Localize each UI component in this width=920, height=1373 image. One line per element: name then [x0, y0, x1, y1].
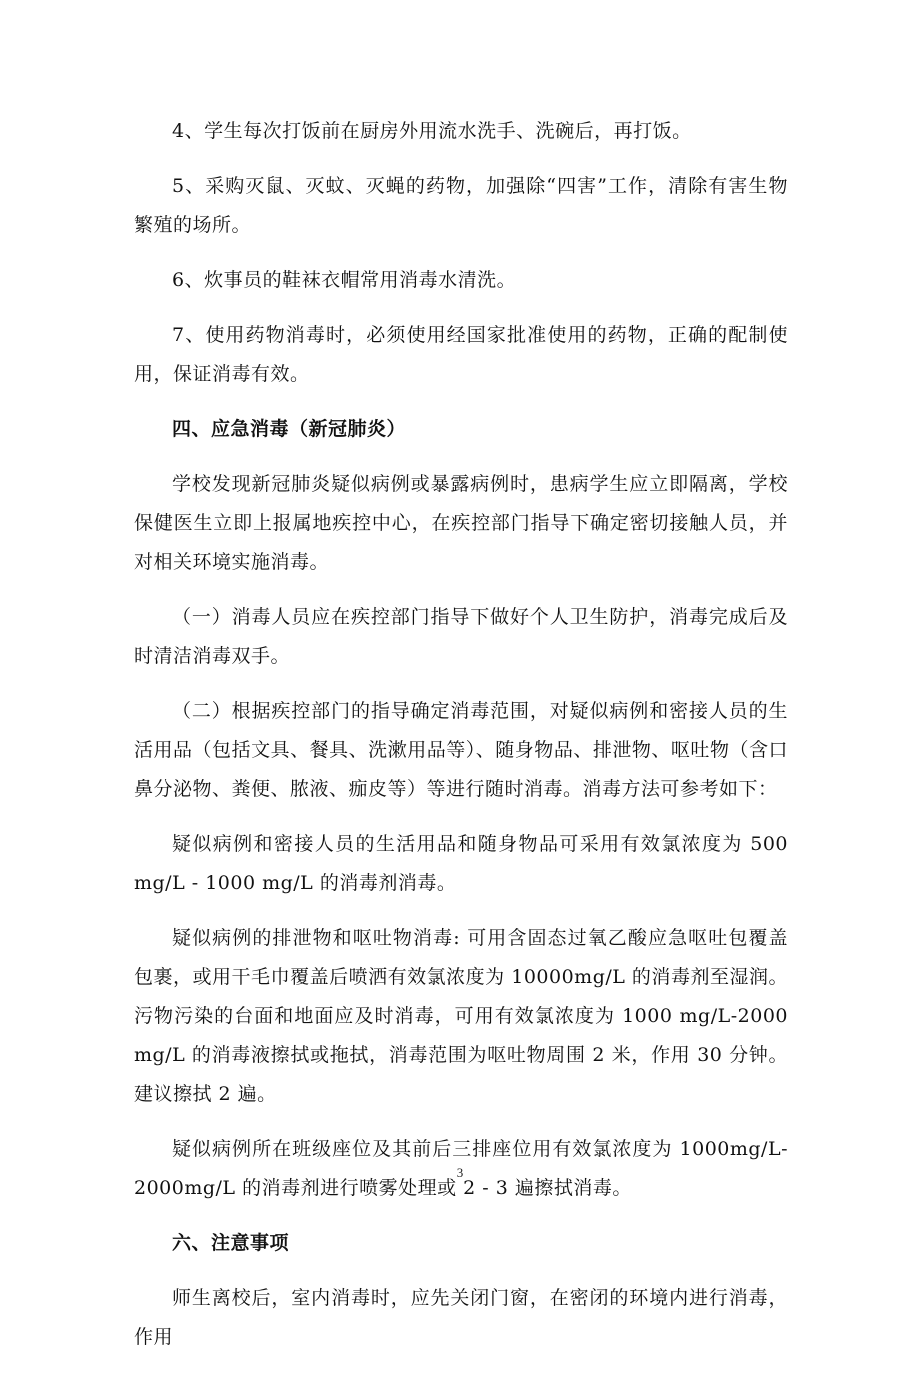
paragraph-pest-control: 5、采购灭鼠、灭蚊、灭蝇的药物，加强除“四害”工作，清除有害生物繁殖的场所。 — [134, 175, 788, 236]
document-body — [134, 112, 788, 1373]
paragraph-vomit-disinfection: 疑似病例的排泄物和呕吐物消毒: 可用含固态过氧乙酸应急呕吐包覆盖包裹，或用干毛巾覆盖后喷洒有效氯浓度为 10000mg/L 的消毒剂至湿润。污物污染的台面和地面应及时消毒，可用有效氯浓度为 1000 mg/L-2000 mg/L 的消毒液擦拭或拖拭，消毒范围为呕吐物周围 2 米，作用 30 分钟。建议擦拭 2 遍。 — [134, 927, 788, 1105]
paragraph-hand-washing: 4、学生每次打饭前在厨房外用流水洗手、洗碗后，再打饭。 — [172, 120, 692, 142]
page-number: 3 — [456, 1165, 464, 1180]
section-heading-precautions: 六、注意事项 — [172, 1232, 290, 1254]
paragraph-indoor-disinfection: 师生离校后，室内消毒时，应先关闭门窗，在密闭的环境内进行消毒，作用 — [134, 1287, 788, 1348]
paragraph-classroom-seats: 疑似病例所在班级座位及其前后三排座位用有效氯浓度为 1000mg/L-2000mg/L 的消毒剂进行喷雾处理或 2 - 3 遍擦拭消毒。 — [134, 1138, 788, 1199]
paragraph-disinfection-scope: （二）根据疾控部门的指导确定消毒范围，对疑似病例和密接人员的生活用品（包括文具、餐具、洗漱用品等）、随身物品、排泄物、呕吐物（含口鼻分泌物、粪便、脓液、痂皮等）等进行随时消毒。消毒方法可参考如下： — [134, 700, 788, 800]
paragraph-approved-disinfectants: 7、使用药物消毒时，必须使用经国家批准使用的药物，正确的配制使用，保证消毒有效。 — [134, 324, 788, 385]
paragraph-staff-protection: （一）消毒人员应在疾控部门指导下做好个人卫生防护，消毒完成后及时清洁消毒双手。 — [134, 606, 788, 667]
paragraph-case-discovery: 学校发现新冠肺炎疑似病例或暴露病例时，患病学生应立即隔离，学校保健医生立即上报属地疾控中心，在疾控部门指导下确定密切接触人员，并对相关环境实施消毒。 — [134, 473, 788, 573]
section-heading-emergency-disinfection: 四、应急消毒（新冠肺炎） — [172, 418, 407, 440]
paragraph-cook-clothing: 6、炊事员的鞋袜衣帽常用消毒水清洗。 — [172, 269, 517, 291]
paragraph-belongings-disinfection: 疑似病例和密接人员的生活用品和随身物品可采用有效氯浓度为 500 mg/L - 1000 mg/L 的消毒剂消毒。 — [134, 833, 788, 894]
